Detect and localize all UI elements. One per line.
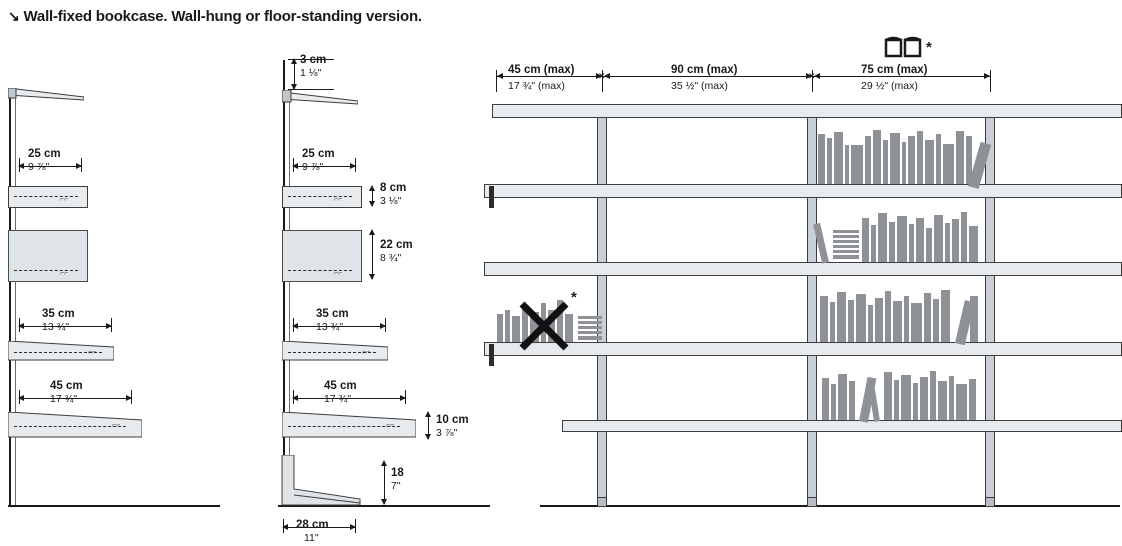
dim-35-imperial-left: 13 ¾" <box>42 321 70 333</box>
upright-3 <box>985 104 995 506</box>
panel-dashline-left <box>14 270 78 271</box>
shelf-35-marker-middle: ⌐⌐ <box>362 349 371 356</box>
shelf-25-dashline-middle <box>288 196 352 197</box>
shelf-row-3 <box>484 262 1122 276</box>
dim-25-metric-middle: 25 cm <box>302 148 335 160</box>
dim-25-metric-left: 25 cm <box>28 148 61 160</box>
dim-45-metric-left: 45 cm <box>50 380 83 392</box>
open-book-icon <box>884 36 922 63</box>
dim-35-imperial-middle: 13 ¾" <box>316 321 344 333</box>
shelf-row-5 <box>562 420 1122 432</box>
wall-inner-line-left <box>15 88 16 505</box>
shelf-25-marker-left: ⌐⌐ <box>60 196 69 203</box>
span-75-metric: 75 cm (max) <box>861 64 928 76</box>
books-not-allowed-star: * <box>571 289 577 306</box>
dim-45-imperial-middle: 17 ¾" <box>324 393 352 405</box>
shelf-25-dashline-left <box>14 196 78 197</box>
floor-line-left <box>8 505 220 507</box>
span-tick-2: ✕ <box>808 71 816 81</box>
span-90-imperial: 35 ½" (max) <box>671 80 728 92</box>
book-ok-star: * <box>926 39 932 56</box>
base-foot-2 <box>807 497 817 507</box>
shelf-row-2 <box>484 184 1122 198</box>
panel-marker-middle: ⌐⌐ <box>334 270 343 277</box>
wall-line-left <box>9 88 11 505</box>
dim-25-imperial-middle: 9 ⅞" <box>302 161 324 173</box>
top-shelf-left <box>8 88 84 102</box>
shelf-45-marker-left: ⌐⌐ <box>112 422 121 429</box>
span-tick-1: ✕ <box>598 71 606 81</box>
dim-22-metric-middle: 22 cm <box>380 239 413 251</box>
upright-1 <box>597 104 607 506</box>
span-90-metric: 90 cm (max) <box>671 64 738 76</box>
panel-dashline-middle <box>288 270 352 271</box>
dim-18-imperial-middle: 7" <box>391 480 401 492</box>
wall-bracket-2 <box>489 344 494 366</box>
dim-28-imperial-middle: 11" <box>304 532 319 544</box>
shelf-45-dashline-middle <box>288 426 400 427</box>
cross-out-icon <box>518 300 570 352</box>
dim-28-metric-middle: 28 cm <box>296 519 329 531</box>
dim-10-metric-middle: 10 cm <box>436 414 469 426</box>
panel-marker-left: ⌐⌐ <box>60 270 69 277</box>
shelf-25-left <box>8 186 88 208</box>
dim-45-metric-middle: 45 cm <box>324 380 357 392</box>
dim-3-imperial-middle: 1 ⅛" <box>300 67 322 79</box>
dim-25-imperial-left: 9 ⅞" <box>28 161 50 173</box>
span-45-metric: 45 cm (max) <box>508 64 575 76</box>
base-foot-3 <box>985 497 995 507</box>
wall-bracket-1 <box>489 186 494 208</box>
shelf-row-1 <box>492 104 1122 118</box>
dim-45-imperial-left: 17 ¾" <box>50 393 78 405</box>
arrow-down-right-icon: ↘ <box>8 8 20 24</box>
dim-35-metric-middle: 35 cm <box>316 308 349 320</box>
page-title <box>8 8 422 25</box>
dim-18-metric-middle: 18 <box>391 467 404 479</box>
shelf-25-marker-middle: ⌐⌐ <box>334 196 343 203</box>
dim-22-imperial-middle: 8 ¾" <box>380 252 402 264</box>
dim-8-metric-middle: 8 cm <box>380 182 407 194</box>
dim-35-metric-left: 35 cm <box>42 308 75 320</box>
floor-foot-middle <box>280 455 376 507</box>
shelf-35-marker-left: ⌐⌐ <box>88 349 97 356</box>
top-shelf-middle <box>282 90 358 106</box>
floor-line-right <box>540 505 1120 507</box>
span-75-imperial: 29 ½" (max) <box>861 80 918 92</box>
panel-gray-left <box>8 230 88 282</box>
dim-8-imperial-middle: 3 ⅛" <box>380 195 402 207</box>
dim-3-metric-middle: 3 cm <box>300 54 327 66</box>
shelf-45-marker-middle: ⌐⌐ <box>386 422 395 429</box>
upright-2 <box>807 104 817 506</box>
shelf-row-4 <box>484 342 1122 356</box>
shelf-45-dashline-left <box>14 426 126 427</box>
dim-10-imperial-middle: 3 ⅞" <box>436 427 458 439</box>
shelf-25-middle <box>282 186 362 208</box>
span-45-imperial: 17 ¾" (max) <box>508 80 565 92</box>
panel-gray-middle <box>282 230 362 282</box>
page-title-text: Wall-fixed bookcase. Wall-hung or floor-standing version. <box>23 8 422 25</box>
base-foot-1 <box>597 497 607 507</box>
